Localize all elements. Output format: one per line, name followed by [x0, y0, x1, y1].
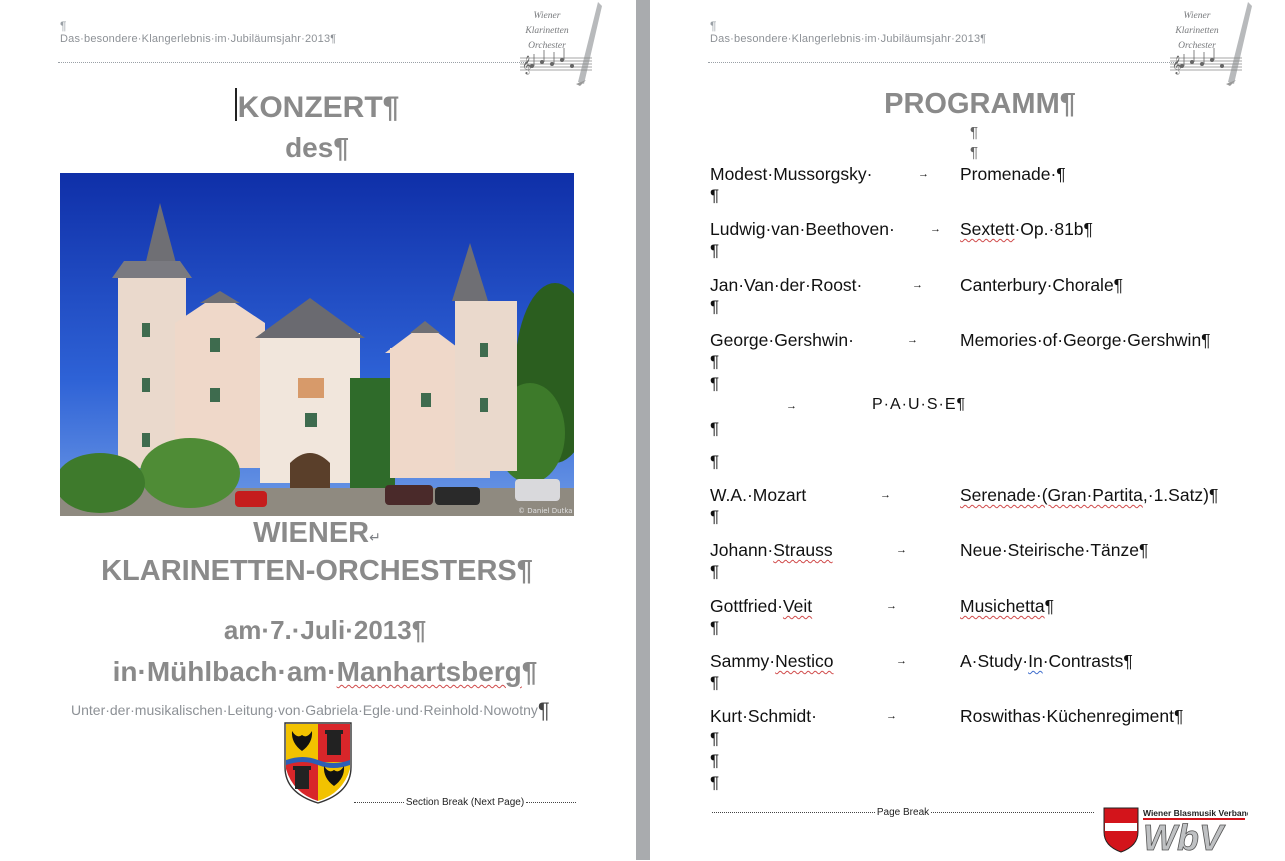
- program-composer[interactable]: Modest·Mussorgsky·: [710, 164, 873, 184]
- program-title[interactable]: PROGRAMM¶: [884, 88, 1076, 120]
- orchestra-name-line2[interactable]: KLARINETTEN-ORCHESTERS¶: [101, 555, 533, 587]
- program-composer[interactable]: George·Gershwin·: [710, 330, 854, 350]
- logo-line: Orchester: [1178, 41, 1216, 51]
- header-pilcrow: ¶: [60, 19, 67, 33]
- header-pilcrow: ¶: [710, 19, 717, 33]
- program-composer[interactable]: Kurt·Schmidt·: [710, 706, 817, 726]
- program-piece[interactable]: Serenade·(Gran·Partita,·1.Satz)¶: [960, 485, 1219, 505]
- program-piece[interactable]: Roswithas·Küchenregiment¶: [960, 706, 1184, 726]
- tab-arrow-icon: →: [896, 655, 907, 667]
- pause-label[interactable]: P·A·U·S·E¶: [872, 396, 967, 413]
- empty-paragraph: ¶: [710, 507, 720, 526]
- program-composer[interactable]: Sammy·Nestico: [710, 651, 834, 671]
- logo-line: Klarinetten: [525, 26, 569, 36]
- logo-line: Wiener: [533, 11, 561, 21]
- tab-arrow-icon: →: [896, 544, 907, 556]
- program-piece[interactable]: Musichetta¶: [960, 596, 1055, 616]
- empty-paragraph: ¶: [710, 374, 720, 393]
- concert-date[interactable]: am·7.·Juli·2013¶: [223, 615, 427, 645]
- empty-paragraph: ¶: [710, 186, 720, 205]
- program-piece[interactable]: Neue·Steirische·Tänze¶: [960, 540, 1149, 560]
- tab-arrow-icon: →: [786, 400, 797, 412]
- empty-paragraph: ¶: [710, 241, 720, 260]
- tab-arrow-icon: →: [880, 489, 891, 501]
- program-composer[interactable]: Ludwig·van·Beethoven·: [710, 219, 895, 239]
- empty-paragraph: ¶: [710, 729, 720, 748]
- empty-paragraph: ¶: [710, 452, 720, 471]
- svg-text:𝄞: 𝄞: [1172, 55, 1182, 74]
- empty-paragraph: ¶: [710, 352, 720, 371]
- section-break-marker: Section Break (Next Page): [352, 797, 578, 808]
- empty-paragraph: ¶: [710, 773, 720, 792]
- tab-arrow-icon: →: [912, 279, 923, 291]
- program-composer[interactable]: W.A.·Mozart: [710, 485, 807, 505]
- header-text[interactable]: Das·besondere·Klangerlebnis·im·Jubiläumsjahr·2013¶: [60, 33, 337, 45]
- empty-paragraph: ¶: [710, 297, 720, 316]
- page-separator: [636, 0, 650, 860]
- empty-paragraph: ¶: [710, 562, 720, 581]
- program-composer[interactable]: Johann·Strauss: [710, 540, 833, 560]
- concert-title[interactable]: KONZERT¶: [60, 88, 574, 125]
- empty-paragraph: ¶: [710, 618, 720, 637]
- coat-of-arms-icon: [283, 721, 353, 805]
- wbv-logo: [1103, 806, 1248, 856]
- tab-arrow-icon: →: [918, 168, 929, 180]
- tab-arrow-icon: →: [886, 710, 897, 722]
- program-piece[interactable]: Canterbury·Chorale¶: [960, 275, 1124, 295]
- empty-paragraph: ¶: [710, 751, 720, 770]
- program-composer[interactable]: Gottfried·Veit: [710, 596, 813, 616]
- empty-paragraph: ¶: [970, 124, 979, 141]
- svg-text:𝄞: 𝄞: [522, 55, 532, 74]
- photo-credit: © Daniel Dutka: [518, 507, 573, 515]
- empty-paragraph: ¶: [970, 144, 979, 161]
- orchestra-logo: [518, 0, 602, 88]
- logo-line: Orchester: [528, 41, 566, 51]
- text-cursor: [235, 88, 237, 121]
- wbv-caption: Wiener Blasmusik Verband: [1143, 808, 1248, 818]
- program-piece[interactable]: Sextett·Op.·81b¶: [960, 219, 1093, 239]
- conductors-line[interactable]: Unter·der·musikalischen·Leitung·von·Gabriela·Egle·und·Reinhold·Nowotny¶: [71, 698, 550, 723]
- orchestra-name-line1[interactable]: WIENER↵: [253, 517, 381, 549]
- orchestra-logo: [1168, 0, 1252, 88]
- tab-arrow-icon: →: [930, 223, 941, 235]
- program-piece[interactable]: Promenade·¶: [960, 164, 1066, 184]
- program-composer[interactable]: Jan·Van·der·Roost·: [710, 275, 863, 295]
- document-page-right[interactable]: [650, 0, 1285, 860]
- concert-subtitle[interactable]: des¶: [285, 132, 349, 163]
- header-rule: [58, 62, 528, 63]
- logo-line: Wiener: [1183, 11, 1211, 21]
- header-rule: [708, 62, 1178, 63]
- logo-line: Klarinetten: [1175, 26, 1219, 36]
- wbv-letters: WbV: [1143, 817, 1223, 856]
- page-break-marker: Page Break: [710, 807, 1096, 818]
- concert-venue[interactable]: in·Mühlbach·am·Manhartsberg¶: [112, 656, 538, 687]
- program-piece[interactable]: Memories·of·George·Gershwin¶: [960, 330, 1211, 350]
- castle-photo: [60, 173, 574, 516]
- tab-arrow-icon: →: [886, 600, 897, 612]
- empty-paragraph: ¶: [710, 419, 720, 438]
- header-text[interactable]: Das·besondere·Klangerlebnis·im·Jubiläumsjahr·2013¶: [710, 33, 987, 45]
- program-piece[interactable]: A·Study·In·Contrasts¶: [960, 651, 1133, 671]
- empty-paragraph: ¶: [710, 673, 720, 692]
- tab-arrow-icon: →: [907, 334, 918, 346]
